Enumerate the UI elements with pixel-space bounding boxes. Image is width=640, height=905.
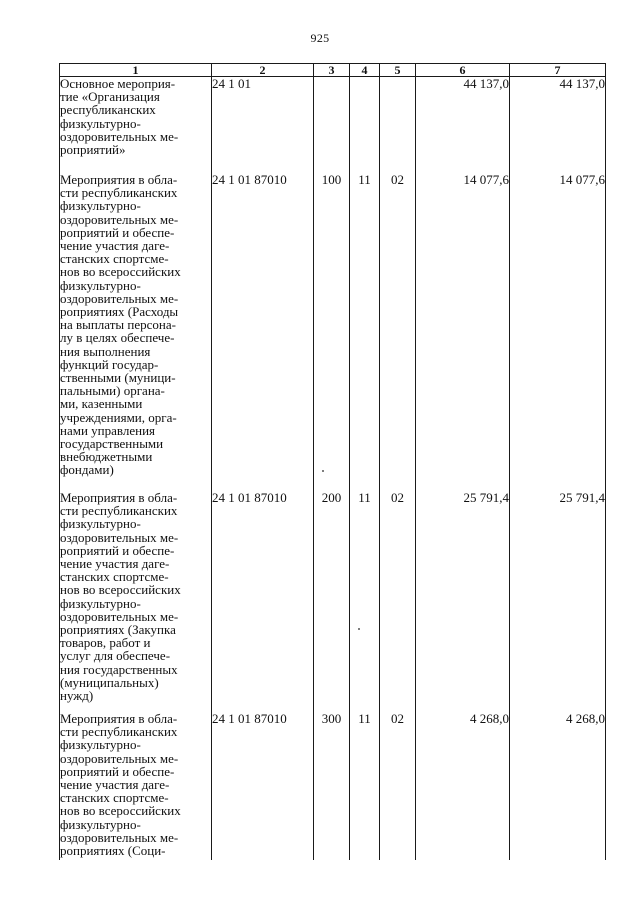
column-header-4: 4 [350,64,380,77]
row-description: Мероприятия в обла- сти республиканских физкультурно- оздоровительных ме- роприятий и обеспе- чение участия даге- станских спортсме- нов во всероссийских физкультурно- оздоровительных ме- роприятиях (Расходы на выплаты персона- лу в целях обеспече- ния выполнения функций государ- ственными (муници- пальными) органа- ми, казенными учреждениями, орга- нами управления государственными внебюджетными фондами) [60,173,212,491]
row-description: Мероприятия в обла- сти республиканских физкультурно- оздоровительных ме- роприятий и обеспе- чение участия даге- станских спортсме- нов во всероссийских физкультурно- оздоровительных ме- роприятиях (Соци- [60,712,212,860]
row-amount-col6: 14 077,6 [416,173,510,491]
row-amount-col7: 44 137,0 [510,77,606,174]
table-row [60,712,606,860]
row-subsection: 02 [380,491,416,712]
scan-speck [358,628,360,630]
table-row [60,77,606,174]
row-amount-col7: 4 268,0 [510,712,606,860]
row-amount-col6: 44 137,0 [416,77,510,174]
scan-speck [322,470,324,472]
row-budget-code: 24 1 01 [212,77,314,174]
table-row [60,173,606,491]
row-section [350,77,380,174]
row-description: Основное мероприя- тие «Организация республиканских физкультурно- оздоровительных ме- роприятий» [60,77,212,174]
row-amount-col7: 14 077,6 [510,173,606,491]
row-description: Мероприятия в обла- сти республиканских физкультурно- оздоровительных ме- роприятий и обеспе- чение участия даге- станских спортсме- нов во всероссийских физкультурно- оздоровительных ме- роприятиях (Закупка товаров, работ и услуг для обеспече- ния государственных (муниципальных) нужд) [60,491,212,712]
row-subsection: 02 [380,173,416,491]
table-row [60,491,606,712]
column-header-2: 2 [212,64,314,77]
row-amount-col6: 4 268,0 [416,712,510,860]
row-expense-type [314,77,350,174]
row-budget-code: 24 1 01 87010 [212,173,314,491]
column-header-6: 6 [416,64,510,77]
table-header [60,64,606,77]
column-header-5: 5 [380,64,416,77]
column-header-7: 7 [510,64,606,77]
page-number: 925 [310,31,330,45]
row-budget-code: 24 1 01 87010 [212,712,314,860]
column-header-1: 1 [60,64,212,77]
row-expense-type: 200 [314,491,350,712]
header-row [60,64,606,77]
column-header-3: 3 [314,64,350,77]
row-subsection [380,77,416,174]
row-section: 11 [350,712,380,860]
table-body [60,77,606,861]
row-budget-code: 24 1 01 87010 [212,491,314,712]
budget-table [59,63,606,860]
row-subsection: 02 [380,712,416,860]
row-amount-col7: 25 791,4 [510,491,606,712]
row-amount-col6: 25 791,4 [416,491,510,712]
row-expense-type: 300 [314,712,350,860]
row-expense-type: 100 [314,173,350,491]
row-section: 11 [350,491,380,712]
row-section: 11 [350,173,380,491]
